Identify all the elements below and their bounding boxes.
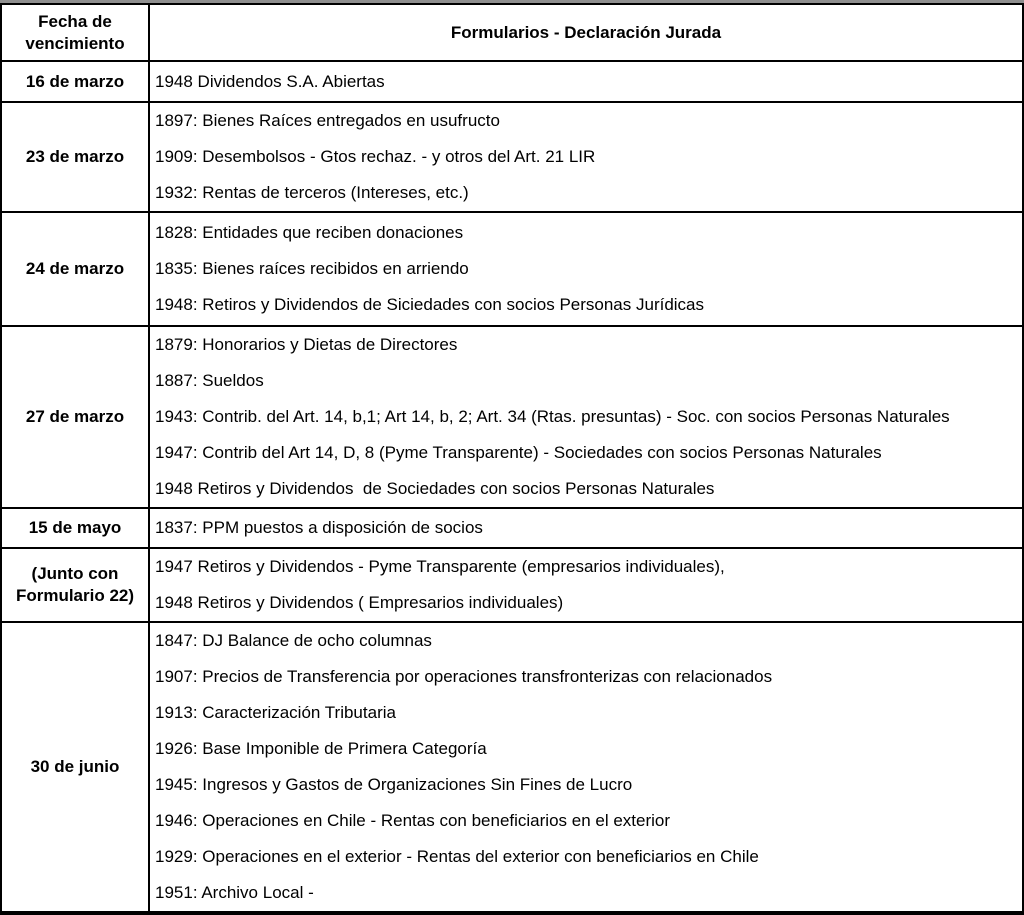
- form-entry: 1947 Retiros y Dividendos - Pyme Transparente (empresarios individuales),: [155, 557, 725, 576]
- forms-cell: [149, 326, 1023, 508]
- form-entry: 1948 Dividendos S.A. Abiertas: [155, 71, 385, 91]
- table-row: [1, 622, 1023, 912]
- header-row: [1, 4, 1023, 61]
- form-entry: 1948: Retiros y Dividendos de Siciedades con socios Personas Jurídicas: [155, 295, 705, 314]
- due-dates-table: [0, 3, 1024, 913]
- form-entry: 1926: Base Imponible de Primera Categoría: [155, 739, 487, 758]
- due-date-cell: 27 de marzo: [1, 326, 149, 508]
- form-entry: 1951: Archivo Local -: [155, 883, 314, 902]
- form-entry: 1909: Desembolsos - Gtos rechaz. - y otros del Art. 21 LIR: [155, 147, 596, 166]
- form-entry: 1887: Sueldos: [155, 371, 264, 390]
- due-date-cell: (Junto con Formulario 22): [1, 548, 149, 622]
- table-row: [1, 102, 1023, 212]
- form-entry: 1913: Caracterización Tributaria: [155, 703, 396, 722]
- due-date-cell: 15 de mayo: [1, 508, 149, 548]
- form-entry: 1828: Entidades que reciben donaciones: [155, 223, 464, 242]
- form-entry: 1897: Bienes Raíces entregados en usufructo: [155, 111, 500, 130]
- forms-cell: [149, 102, 1023, 212]
- due-date-cell: 23 de marzo: [1, 102, 149, 212]
- table-row: [1, 508, 1023, 548]
- form-entry: 1847: DJ Balance de ocho columnas: [155, 631, 432, 650]
- form-entry: 1879: Honorarios y Dietas de Directores: [155, 335, 458, 354]
- due-date-cell: 16 de marzo: [1, 61, 149, 102]
- forms-cell: [149, 622, 1023, 912]
- form-entry: 1948 Retiros y Dividendos ( Empresarios individuales): [155, 593, 564, 612]
- forms-cell: [149, 61, 1023, 102]
- due-date-cell: 24 de marzo: [1, 212, 149, 326]
- form-entry: 1947: Contrib del Art 14, D, 8 (Pyme Transparente) - Sociedades con socios Personas Naturales: [155, 443, 882, 462]
- form-entry: 1929: Operaciones en el exterior - Rentas del exterior con beneficiarios en Chile: [155, 847, 759, 866]
- due-date-cell: 30 de junio: [1, 622, 149, 912]
- column-header-fecha-vencimiento: Fecha de vencimiento: [1, 4, 149, 61]
- form-entry: 1946: Operaciones en Chile - Rentas con beneficiarios en el exterior: [155, 811, 671, 830]
- table-row: [1, 61, 1023, 102]
- forms-cell: [149, 508, 1023, 548]
- form-entry: 1932: Rentas de terceros (Intereses, etc.): [155, 183, 469, 202]
- form-entry: 1943: Contrib. del Art. 14, b,1; Art 14, b, 2; Art. 34 (Rtas. presuntas) - Soc. con socios Personas Naturales: [155, 407, 950, 426]
- table-row: [1, 326, 1023, 508]
- column-header-formularios: Formularios - Declaración Jurada: [149, 4, 1023, 61]
- forms-cell: [149, 212, 1023, 326]
- forms-cell: [149, 548, 1023, 622]
- form-entry: 1835: Bienes raíces recibidos en arriendo: [155, 259, 469, 278]
- form-entry: 1907: Precios de Transferencia por operaciones transfronterizas con relacionados: [155, 667, 773, 686]
- form-entry: 1837: PPM puestos a disposición de socios: [155, 518, 483, 537]
- form-entry: 1945: Ingresos y Gastos de Organizaciones Sin Fines de Lucro: [155, 775, 633, 794]
- table-row: [1, 212, 1023, 326]
- form-entry: 1948 Retiros y Dividendos de Sociedades con socios Personas Naturales: [155, 479, 715, 498]
- table-row: [1, 548, 1023, 622]
